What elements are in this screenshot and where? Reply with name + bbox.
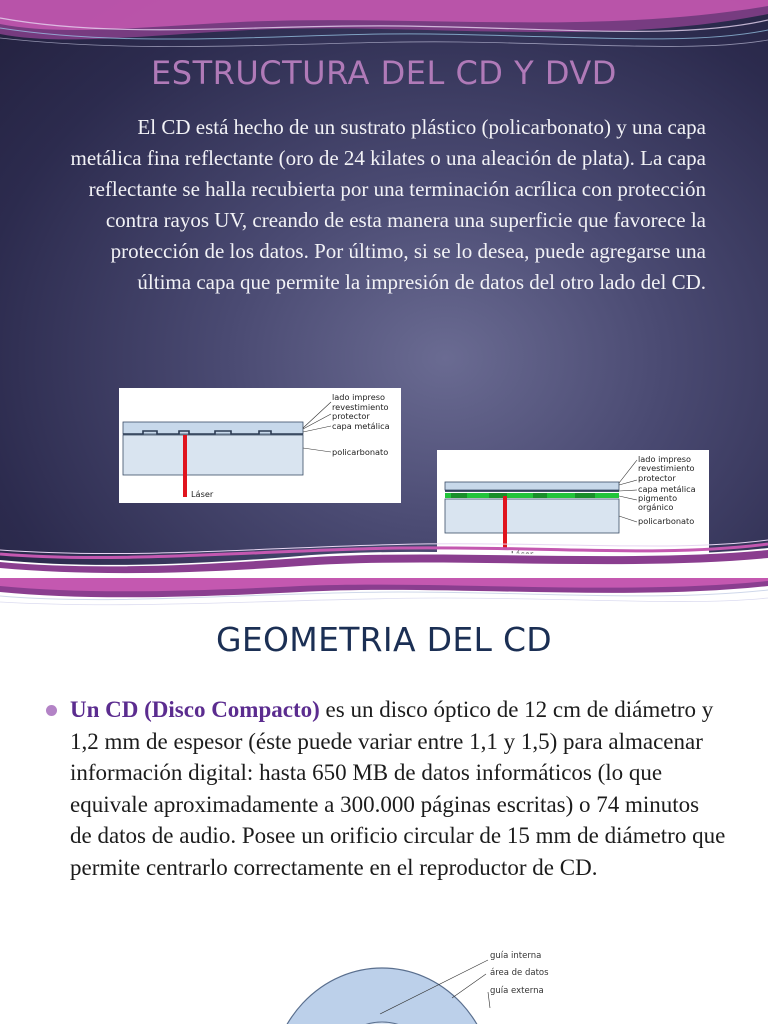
cd-label-laser: Láser (191, 489, 214, 499)
cd-label-printed-side: lado impreso (332, 392, 386, 402)
dvd-label-protector: protector (638, 473, 676, 483)
dvd-label-pigment: pigmento (638, 493, 678, 503)
dvd-label-metal: capa metálica (638, 484, 696, 494)
bottom-swoosh-decoration (0, 538, 768, 578)
slide-geometry (0, 578, 768, 1024)
dvd-label-printed-side: lado impreso (638, 454, 692, 464)
top-swoosh-decoration-2 (0, 578, 768, 612)
disc-label-inner-guide: guía interna (490, 951, 542, 961)
disc-label-data-area: área de datos (490, 968, 549, 978)
protector-layer (445, 482, 619, 490)
slide1-paragraph: El CD está hecho de un sustrato plástico (policarbonato) y una capa metálica fina reflectante (oro de 24 kilates o una aleación de plata). La capa reflectante se halla recubierta por una terminación acrílica con protección contra rayos UV, creando de esta manera una superficie que favorece la protección de los datos. Por último, si se lo desea, puede agregarse una última capa que permite la impresión de datos del otro lado del CD. (70, 115, 706, 294)
cd-geometry-diagram (262, 938, 562, 1024)
disc-label-outer-guide: guía externa (490, 986, 544, 996)
polycarbonate-layer (445, 499, 619, 533)
disc-outer (270, 968, 494, 1024)
dvd-label-polycarbonate: policarbonato (638, 516, 695, 526)
polycarbonate-layer (123, 435, 303, 475)
bullet-highlight: Un CD (Disco Compacto) (70, 697, 320, 722)
cd-label-polycarbonate: policarbonato (332, 447, 389, 457)
laser-beam (183, 435, 187, 497)
bullet-text (70, 694, 726, 883)
bullet-dot-icon (46, 705, 57, 716)
slide2-title: GEOMETRIA DEL CD (216, 620, 552, 659)
protector-layer (123, 422, 303, 434)
cd-label-protector: protector (332, 411, 370, 421)
cd-label-coating: revestimiento (332, 402, 389, 412)
dvd-label-coating: revestimiento (638, 463, 695, 473)
dvd-label-organic: orgánico (638, 502, 674, 512)
bullet-body: es un disco óptico de 12 cm de diámetro y 1,2 mm de espesor (éste puede variar entre 1,1 y 1,5) para almacenar información digital: hasta 650 MB de datos informáticos (lo que equivale aproximadamente a 300.000 páginas escritas) o 74 minutos de datos de audio. Posee un orificio circular de 15 mm de diámetro que permite centrarlo correctamente en el reproductor de CD. (70, 697, 726, 880)
bullet-item (46, 694, 726, 883)
cd-layer-diagram (119, 388, 401, 503)
slide1-title: ESTRUCTURA DEL CD Y DVD (151, 54, 617, 92)
cd-label-metal: capa metálica (332, 421, 390, 431)
